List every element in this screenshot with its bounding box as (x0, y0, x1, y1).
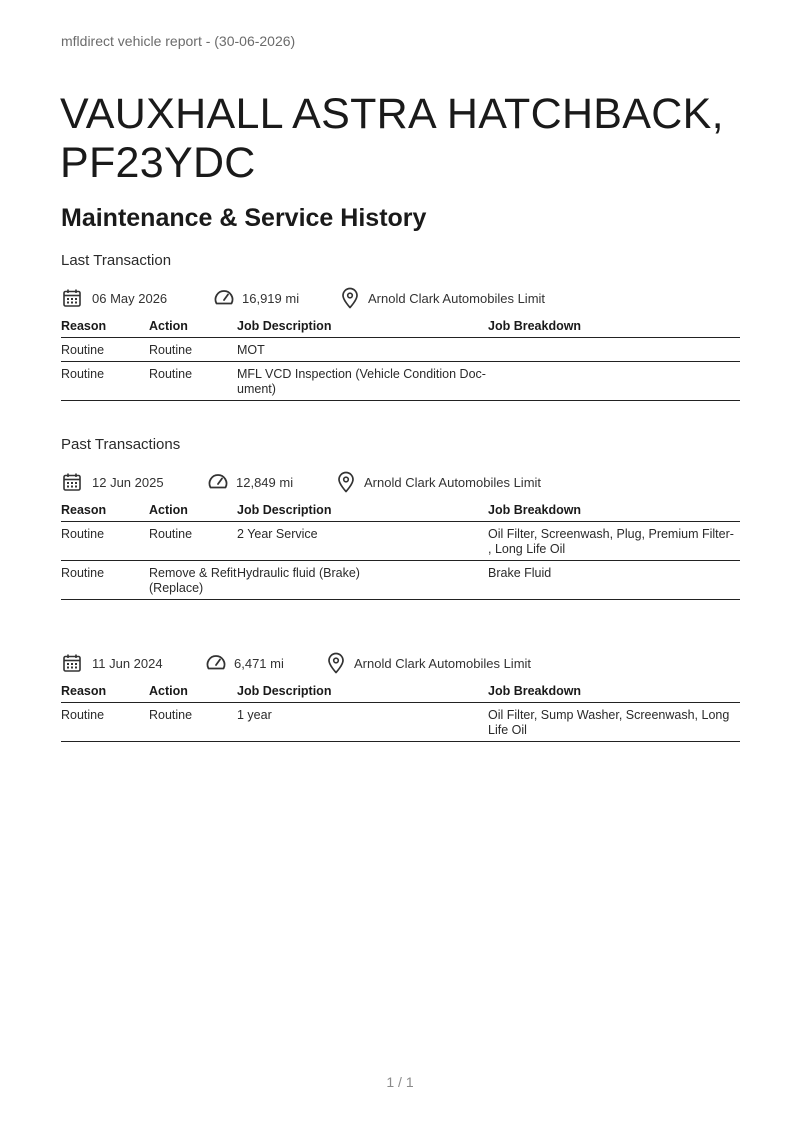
column-header-action: Action (149, 501, 237, 521)
table-header-row (61, 682, 740, 702)
past-transaction-block (61, 650, 740, 742)
transaction-location: Arnold Clark Automobiles Limit (368, 290, 546, 306)
meta-mileage (207, 471, 335, 493)
meta-date (61, 287, 213, 309)
column-header-job-breakdown: Job Breakdown (488, 501, 740, 521)
transaction-mileage: 12,849 mi (236, 474, 294, 490)
column-header-job-description: Job Description (237, 317, 488, 337)
column-header-job-breakdown: Job Breakdown (488, 317, 740, 337)
transaction-meta (61, 285, 740, 311)
cell-action: Remove & Refit (Replace) (149, 560, 237, 599)
meta-mileage (213, 287, 339, 309)
cell-reason: Routine (61, 702, 149, 741)
cell-action: Routine (149, 702, 237, 741)
cell-action: Routine (149, 521, 237, 560)
table-row (61, 361, 740, 400)
table-row (61, 337, 740, 361)
transaction-mileage: 6,471 mi (234, 655, 284, 671)
column-header-reason: Reason (61, 682, 149, 702)
past-transaction-table (61, 682, 740, 742)
cell-job-breakdown: Oil Filter, Sump Washer, Screenwash, Long Life Oil (488, 702, 740, 741)
column-header-job-description: Job Description (237, 501, 488, 521)
cell-job-breakdown: Brake Fluid (488, 560, 740, 599)
cell-job-description: MOT (237, 337, 488, 361)
calendar-icon (61, 652, 83, 674)
cell-job-breakdown (488, 337, 740, 361)
speedometer-icon (213, 287, 235, 309)
meta-date (61, 652, 205, 674)
cell-job-description: Hydraulic fluid (Brake) (237, 560, 488, 599)
past-transaction-table (61, 501, 740, 600)
last-transaction-heading: Last Transaction (61, 252, 172, 269)
report-header: mfldirect vehicle report - (30-06-2026) (61, 33, 296, 49)
table-row (61, 702, 740, 741)
cell-reason: Routine (61, 337, 149, 361)
column-header-action: Action (149, 317, 237, 337)
meta-location (339, 287, 545, 309)
meta-location (335, 471, 541, 493)
meta-location (325, 652, 531, 674)
column-header-job-breakdown: Job Breakdown (488, 682, 740, 702)
page-number: 1 / 1 (386, 1074, 414, 1090)
calendar-icon (61, 287, 83, 309)
speedometer-icon (205, 652, 227, 674)
transaction-date: 06 May 2026 (92, 290, 168, 306)
cell-job-description: MFL VCD Inspection (Vehicle Condition Doc- ument) (237, 361, 488, 400)
table-header-row (61, 317, 740, 337)
column-header-job-description: Job Description (237, 682, 488, 702)
column-header-reason: Reason (61, 501, 149, 521)
vehicle-title: VAUXHALL ASTRA HATCHBACK, PF23YDC (60, 90, 724, 187)
map-pin-icon (335, 471, 357, 493)
transaction-meta (61, 469, 740, 495)
meta-date (61, 471, 207, 493)
transaction-meta (61, 650, 740, 676)
last-transaction-table (61, 317, 740, 401)
column-header-action: Action (149, 682, 237, 702)
table-header-row (61, 501, 740, 521)
column-header-reason: Reason (61, 317, 149, 337)
cell-action: Routine (149, 337, 237, 361)
past-transactions-heading: Past Transactions (61, 436, 181, 453)
map-pin-icon (325, 652, 347, 674)
cell-reason: Routine (61, 521, 149, 560)
cell-action: Routine (149, 361, 237, 400)
table-row (61, 560, 740, 599)
meta-mileage (205, 652, 325, 674)
last-transaction-block (61, 252, 740, 401)
transaction-date: 11 Jun 2024 (92, 655, 163, 671)
cell-reason: Routine (61, 560, 149, 599)
table-row (61, 521, 740, 560)
cell-job-breakdown: Oil Filter, Screenwash, Plug, Premium Filter- , Long Life Oil (488, 521, 740, 560)
section-title: Maintenance & Service History (61, 204, 427, 232)
transaction-location: Arnold Clark Automobiles Limit (364, 474, 542, 490)
transaction-mileage: 16,919 mi (242, 290, 300, 306)
speedometer-icon (207, 471, 229, 493)
map-pin-icon (339, 287, 361, 309)
transaction-location: Arnold Clark Automobiles Limit (354, 655, 532, 671)
past-transaction-block (61, 436, 740, 600)
transaction-date: 12 Jun 2025 (92, 474, 164, 490)
cell-job-breakdown (488, 361, 740, 400)
cell-job-description: 1 year (237, 702, 488, 741)
cell-reason: Routine (61, 361, 149, 400)
calendar-icon (61, 471, 83, 493)
cell-job-description: 2 Year Service (237, 521, 488, 560)
